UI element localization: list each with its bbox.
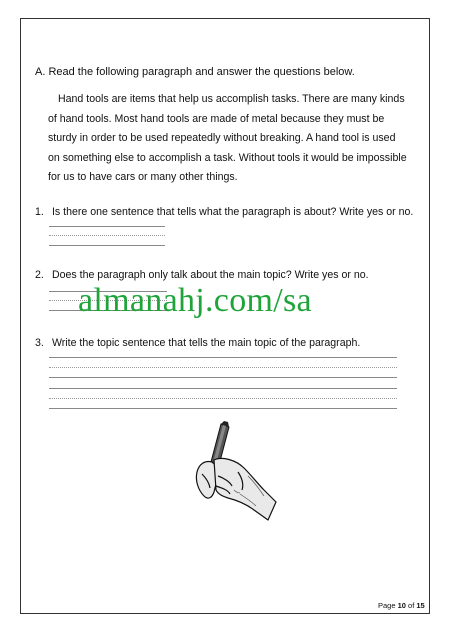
- page-of: of: [405, 601, 417, 610]
- question-1: [35, 206, 413, 218]
- answer-line: [49, 245, 165, 246]
- answer-line: [49, 377, 397, 378]
- paragraph-line: Hand tools are items that help us accomplish tasks. There are many kinds: [58, 93, 405, 105]
- question-text: Does the paragraph only talk about the main topic? Write yes or no.: [51, 269, 369, 281]
- hand-icon: [196, 458, 276, 520]
- paragraph-line: on something else to accomplish a task. Without tools it would be impossible: [48, 151, 407, 164]
- answer-line: [49, 408, 397, 409]
- question-number: 3.: [35, 337, 44, 349]
- answer-line: [49, 388, 397, 389]
- paragraph-line: sturdy in order to be used repeatedly without breaking. A hand tool is used: [48, 132, 396, 145]
- page-number: [378, 601, 425, 610]
- paragraph-line: of hand tools. Most hand tools are made of metal because they must be: [48, 112, 385, 125]
- total-pages: 15: [416, 601, 425, 610]
- answer-line: [49, 235, 165, 236]
- page-label: Page: [378, 601, 398, 610]
- question-number: 1.: [35, 206, 44, 218]
- answer-line: [49, 367, 397, 368]
- hand-writing-pencil-icon: [178, 420, 280, 524]
- question-3: [35, 337, 360, 349]
- question-number: 2.: [35, 269, 44, 281]
- answer-line: [49, 357, 397, 358]
- paragraph-line: for us to have cars or many other things.: [48, 171, 238, 184]
- current-page: 10: [397, 601, 406, 610]
- question-2: [35, 269, 369, 281]
- question-text: Is there one sentence that tells what the paragraph is about? Write yes or no.: [51, 206, 414, 218]
- reading-paragraph: [48, 90, 420, 188]
- section-title: A. Read the following paragraph and answer the questions below.: [35, 66, 355, 78]
- watermark-text: almanahj.com/sa: [78, 282, 312, 319]
- answer-line: [49, 398, 397, 399]
- question-text: Write the topic sentence that tells the main topic of the paragraph.: [51, 337, 361, 349]
- answer-line: [49, 226, 165, 227]
